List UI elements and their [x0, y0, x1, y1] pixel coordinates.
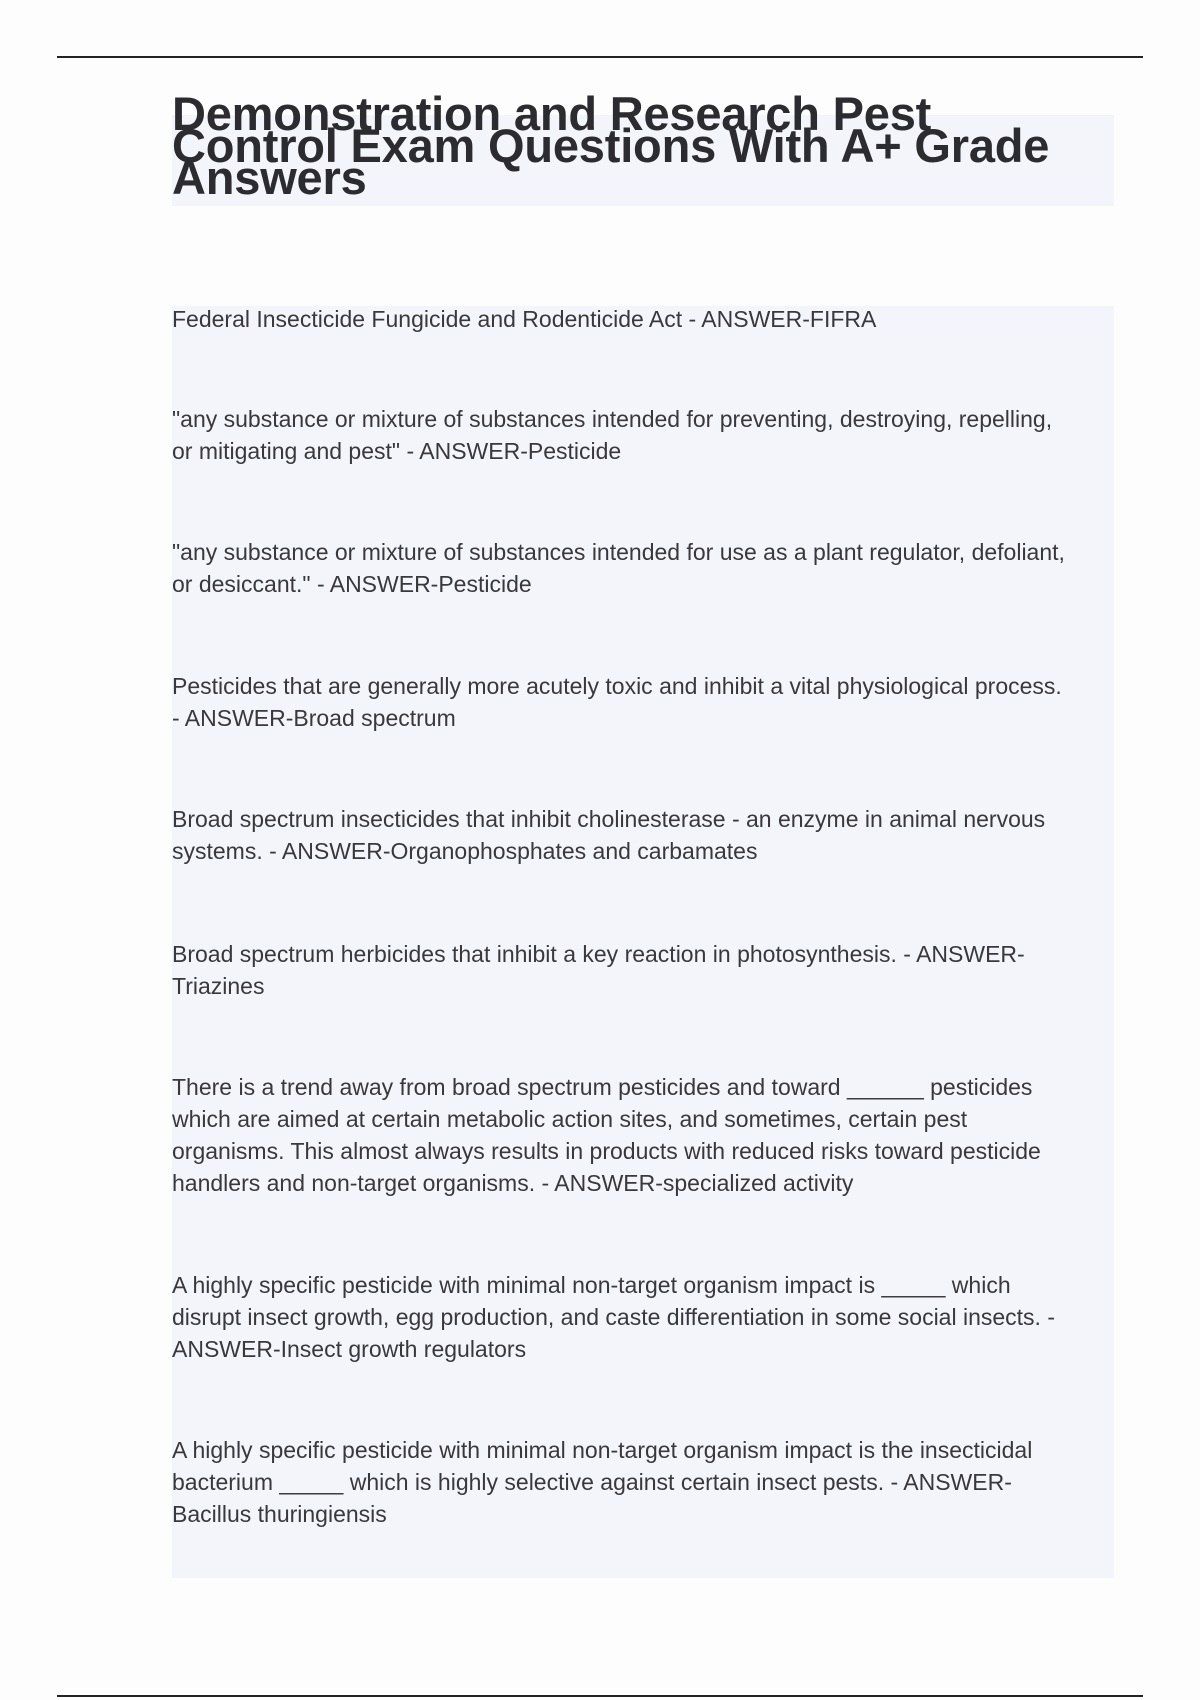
- qa-item-1: Federal Insecticide Fungicide and Rodenticide Act - ANSWER-FIFRA: [172, 306, 877, 332]
- document-title: Demonstration and Research Pest Control Exam Questions With A+ Grade Answers: [172, 87, 1050, 204]
- qa-item-2: "any substance or mixture of substances intended for preventing, destroying, repelling, or mitigating and pest" - ANSWER-Pesticide: [172, 406, 1053, 464]
- top-rule: [57, 56, 1143, 58]
- bottom-rule: [57, 1695, 1143, 1697]
- qa-item-3: "any substance or mixture of substances intended for use as a plant regulator, defoliant, or desiccant." - ANSWER-Pesticide: [172, 539, 1065, 597]
- qa-item-9: A highly specific pesticide with minimal non-target organism impact is the insecticidal bacterium _____ which is highly selective against certain insect pests. - ANSWER- Bacillus thuringiensis: [172, 1437, 1033, 1527]
- qa-item-7: There is a trend away from broad spectrum pesticides and toward ______ pesticides which are aimed at certain metabolic action sites, and sometimes, certain pest organisms. This almost always results in products with reduced risks toward pesticide handlers and non-target organisms. - ANSWER-specialized activity: [172, 1074, 1041, 1196]
- qa-item-6: Broad spectrum herbicides that inhibit a key reaction in photosynthesis. - ANSWER- Triazines: [172, 941, 1025, 999]
- qa-item-4: Pesticides that are generally more acutely toxic and inhibit a vital physiological process. - ANSWER-Broad spectrum: [172, 673, 1062, 731]
- qa-item-8: A highly specific pesticide with minimal non-target organism impact is _____ which disrupt insect growth, egg production, and caste differentiation in some social insects. - ANSWER-Insect growth regulators: [172, 1272, 1055, 1362]
- qa-item-5: Broad spectrum insecticides that inhibit cholinesterase - an enzyme in animal nervous systems. - ANSWER-Organophosphates and carbamates: [172, 806, 1046, 864]
